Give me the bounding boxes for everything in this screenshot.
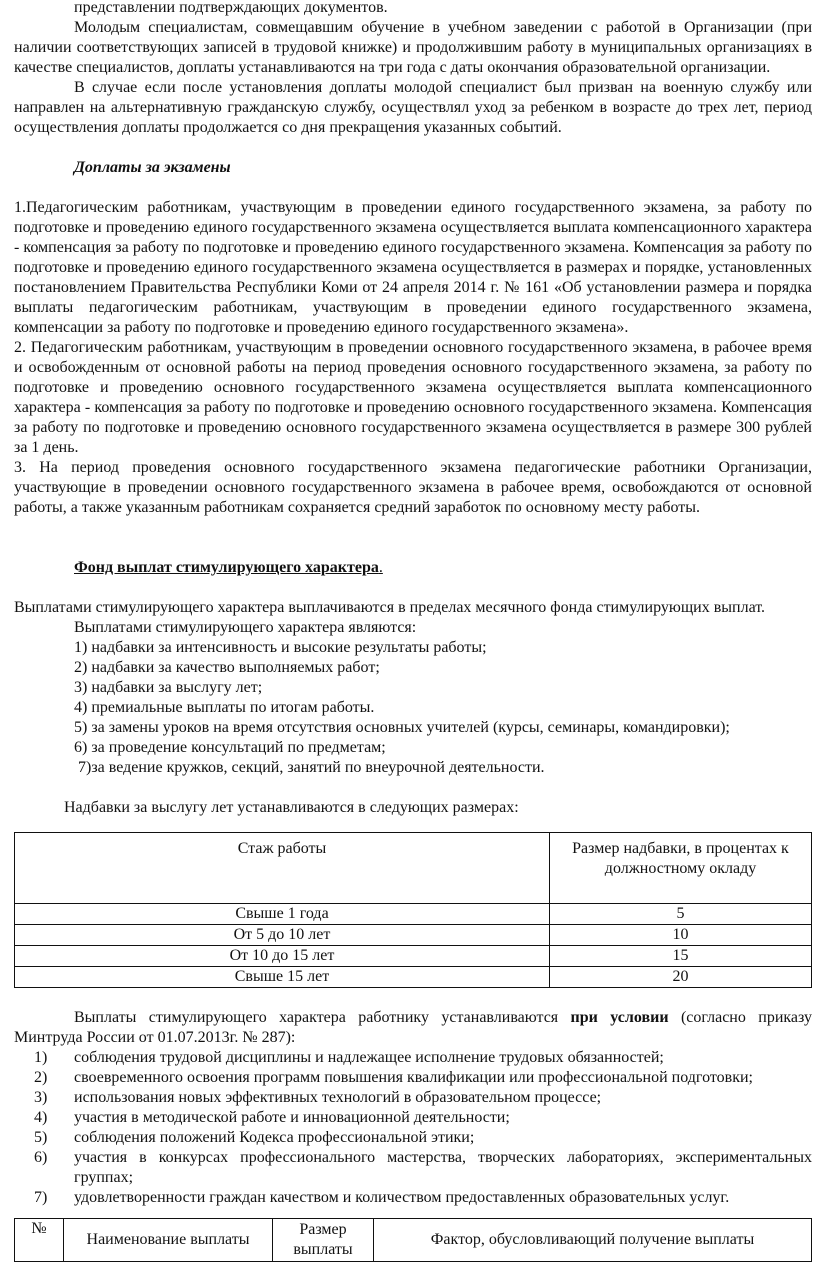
list-item	[14, 1188, 812, 1208]
list-item: 7)за ведение кружков, секций, занятий по внеурочной деятельности.	[74, 759, 545, 776]
header-cell-payment-name: Наименование выплаты	[64, 1219, 273, 1262]
list-item-text: участия в методической работе и инновационной деятельности;	[74, 1109, 510, 1126]
conditions-intro-tail: (согласно приказу Минтруда России от 01.07.2013г. № 287):	[14, 1009, 813, 1046]
document-page	[14, 0, 812, 1262]
cell-range: Свыше 15 лет	[15, 967, 550, 988]
list-item-number: 5)	[34, 1129, 48, 1146]
list-item: 3) надбавки за выслугу лет;	[74, 679, 263, 696]
conditions-list	[14, 1048, 812, 1208]
header-cell-payment-size: Размер выплаты	[273, 1219, 374, 1262]
list-item-number: 4)	[34, 1109, 48, 1126]
paragraph-young-specialists: Молодым специалистам, совмещавшим обучение в учебном заведении с работой в Организации (при наличии соответствующих записей в трудовой книжке) и продолжившим работу в муниципальных организациях в качестве специалистов, доплаты устанавливаются на три года с даты окончания образовательной организации.	[14, 19, 812, 76]
cell-percent: 10	[550, 925, 812, 946]
paragraph-military-service: В случае если после установления доплаты молодой специалист был призван на военную службу или направлен на альтернативную гражданскую службу, осуществлял уход за ребенком в возрасте до трех лет, период осуществления доплаты продолжается со дня прекращения указанных событий.	[14, 79, 812, 136]
list-item-text: удовлетворенности граждан качеством и количеством предоставленных образовательных услуг.	[74, 1189, 730, 1206]
cell-percent: 15	[550, 946, 812, 967]
list-item-text: участия в конкурсах профессионального мастерства, творческих лабораториях, экспериментальных группах;	[74, 1149, 812, 1186]
cell-percent: 20	[550, 967, 812, 988]
paragraph-list-intro: Выплатами стимулирующего характера являются:	[74, 619, 417, 636]
list-item-number: 7)	[34, 1189, 48, 1206]
list-item	[14, 1148, 812, 1188]
heading-incentive-fund-dot: .	[378, 559, 383, 576]
list-item	[14, 1088, 812, 1108]
header-cell-number: №	[15, 1219, 64, 1262]
list-item: 2) надбавки за качество выполняемых работ;	[74, 659, 380, 676]
header-cell-factor: Фактор, обусловливающий получение выплаты	[374, 1219, 812, 1262]
exam-item-1: 1.Педагогическим работникам, участвующим в проведении единого государственного экзамена, за работу по подготовке и проведению единого государственного экзамена осуществляется выплата компенсационного характера - компенсация за работу по подготовке и проведению единого государственного экзамена. Компенсация за работу по подготовке и проведению единого государственного экзамена осуществляется в размерах и порядке, установленных постановлением Правительства Республики Коми от 24 апреля 2014 г. № 161 «Об установлении размера и порядка выплаты педагогическим работникам, участвующим в проведении единого государственного экзамена, компенсации за работу по подготовке и проведению единого государственного экзамена».	[14, 199, 812, 336]
exam-item-2: 2. Педагогическим работникам, участвующим в проведении основного государственного экзамена, в рабочее время и освобожденным от основной работы на период проведения основного государственного экзамена, за работу по подготовке и проведению основного государственного экзамена осуществляется выплата компенсационного характера - компенсация за работу по подготовке и проведению основного государственного экзамена. Компенсация за работу по подготовке и проведению основного государственного экзамена осуществляется в размере 300 рублей за 1 день.	[14, 339, 812, 456]
exam-item-3: 3. На период проведения основного государственного экзамена педагогические работники Организации, участвующие в проведении основного государственного экзамена в рабочее время, освобождаются от основной работы, а также указанным работникам сохраняется средний заработок по основному месту работы.	[14, 459, 812, 516]
heading-incentive-fund	[14, 558, 812, 578]
cell-range: От 5 до 10 лет	[15, 925, 550, 946]
list-item	[14, 1128, 812, 1148]
paragraph-docs: представлении подтверждающих документов.	[74, 0, 388, 16]
cell-percent: 5	[550, 904, 812, 925]
seniority-table	[14, 832, 812, 988]
table-row	[15, 904, 812, 925]
list-item: 1) надбавки за интенсивность и высокие результаты работы;	[74, 639, 487, 656]
heading-exam-payments: Доплаты за экзамены	[74, 159, 231, 176]
list-item	[14, 1068, 812, 1088]
list-item-number: 2)	[34, 1069, 48, 1086]
list-item	[14, 1108, 812, 1128]
list-item-text: своевременного освоения программ повышения квалификации или профессиональной подготовки;	[74, 1069, 753, 1086]
table-row	[15, 946, 812, 967]
paragraph-fund-intro: Выплатами стимулирующего характера выплачиваются в пределах месячного фонда стимулирующих выплат.	[14, 599, 766, 616]
list-item	[14, 1048, 812, 1068]
header-cell-bonus-size: Размер надбавки, в процентах к должностному окладу	[550, 833, 812, 904]
list-item-number: 3)	[34, 1089, 48, 1106]
heading-incentive-fund-text: Фонд выплат стимулирующего характера	[74, 559, 379, 576]
conditions-intro-bold: при условии	[570, 1009, 669, 1026]
cell-range: Свыше 1 года	[15, 904, 550, 925]
paragraph-seniority-intro: Надбавки за выслугу лет устанавливаются в следующих размерах:	[64, 799, 519, 816]
list-item-text: использования новых эффективных технологий в образовательном процессе;	[74, 1089, 602, 1106]
list-item-number: 6)	[34, 1149, 48, 1166]
list-item: 6) за проведение консультаций по предметам;	[74, 739, 386, 756]
table-row	[15, 925, 812, 946]
payments-table	[14, 1218, 812, 1262]
conditions-intro-text: Выплаты стимулирующего характера работнику устанавливаются	[74, 1009, 571, 1026]
list-item: 5) за замены уроков на время отсутствия основных учителей (курсы, семинары, командировки);	[74, 719, 730, 736]
table-header-row	[15, 1219, 812, 1262]
table-row	[15, 967, 812, 988]
list-item-number: 1)	[34, 1049, 48, 1066]
cell-range: От 10 до 15 лет	[15, 946, 550, 967]
incentive-list	[14, 638, 812, 778]
list-item-text: соблюдения положений Кодекса профессиональной этики;	[74, 1129, 475, 1146]
paragraph-conditions-intro	[14, 1008, 812, 1048]
list-item: 4) премиальные выплаты по итогам работы.	[74, 699, 375, 716]
list-item-text: соблюдения трудовой дисциплины и надлежащее исполнение трудовых обязанностей;	[74, 1049, 664, 1066]
table-header-row	[15, 833, 812, 904]
header-cell-experience: Стаж работы	[15, 833, 550, 904]
